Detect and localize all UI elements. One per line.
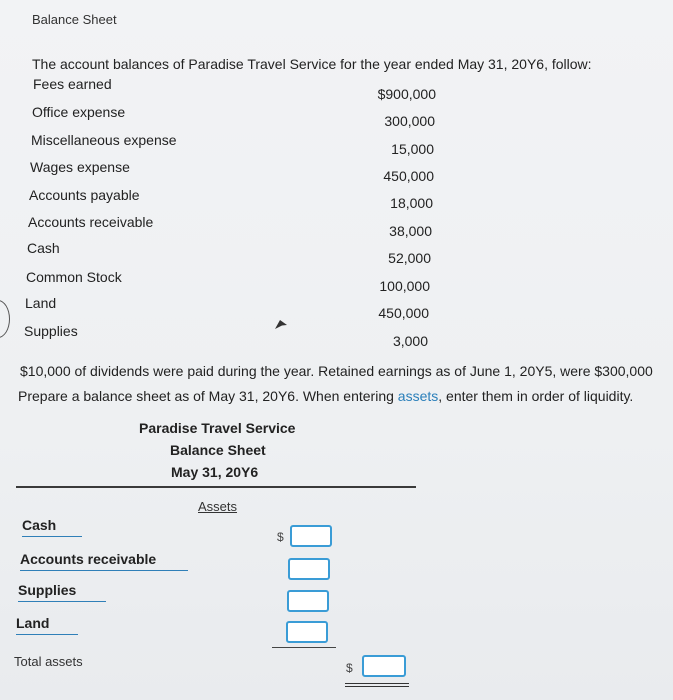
page-edge-arc — [0, 300, 10, 338]
account-value: 300,000 — [384, 113, 435, 129]
row-label-supplies: Supplies — [18, 582, 106, 602]
account-label: Land — [25, 295, 57, 311]
instruction-part2: , enter them in order of liquidity. — [438, 388, 634, 404]
account-value: 3,000 — [392, 333, 428, 349]
statement-date: May 31, 20Y6 — [171, 464, 259, 480]
account-label: Common Stock — [26, 269, 122, 285]
account-label: Accounts payable — [29, 187, 140, 203]
row-label-land: Land — [16, 615, 78, 635]
account-label: Supplies — [24, 323, 78, 339]
account-label: Accounts receivable — [28, 214, 154, 230]
problem-intro: The account balances of Paradise Travel Service for the year ended May 31, 20Y6, follow: — [32, 56, 592, 72]
statement-company: Paradise Travel Service — [139, 420, 296, 436]
accounts-receivable-amount-input[interactable] — [288, 558, 330, 580]
page-header: Balance Sheet — [32, 12, 117, 27]
dividends-note: $10,000 of dividends were paid during the year. Retained earnings as of June 1, 20Y5, were $300,000 — [20, 363, 653, 379]
instruction-part1: Prepare a balance sheet as of May 31, 20Y6. When entering — [18, 388, 398, 404]
row-label-accounts-receivable: Accounts receivable — [20, 551, 188, 571]
account-value: 100,000 — [379, 278, 430, 294]
subtotal-rule — [272, 647, 336, 648]
cash-amount-input[interactable] — [290, 525, 332, 547]
account-label: Wages expense — [30, 159, 130, 175]
account-value: 450,000 — [383, 168, 434, 184]
account-label: Office expense — [32, 104, 126, 120]
instruction-text — [18, 388, 633, 404]
account-label: Fees earned — [33, 76, 112, 92]
statement-header-rule — [16, 486, 416, 488]
account-value: 52,000 — [388, 250, 431, 266]
account-value: $900,000 — [377, 86, 436, 102]
account-value: 38,000 — [389, 223, 432, 239]
total-double-rule-top — [345, 683, 409, 684]
land-amount-input[interactable] — [286, 621, 328, 643]
currency-symbol: $ — [277, 530, 284, 544]
total-double-rule-bottom — [345, 686, 409, 687]
assets-link[interactable]: assets — [397, 388, 439, 404]
account-value: 450,000 — [378, 305, 429, 321]
mouse-cursor-icon — [274, 318, 288, 336]
account-value: 18,000 — [390, 195, 433, 211]
total-assets-label: Total assets — [14, 654, 83, 669]
statement-name: Balance Sheet — [170, 442, 266, 458]
total-assets-input[interactable] — [362, 655, 406, 677]
assets-section-heading: Assets — [198, 499, 238, 514]
row-label-cash: Cash — [22, 517, 82, 537]
account-value: 15,000 — [391, 141, 434, 157]
account-label: Cash — [27, 240, 60, 256]
currency-symbol: $ — [346, 661, 353, 675]
supplies-amount-input[interactable] — [287, 590, 329, 612]
account-label: Miscellaneous expense — [31, 132, 177, 148]
